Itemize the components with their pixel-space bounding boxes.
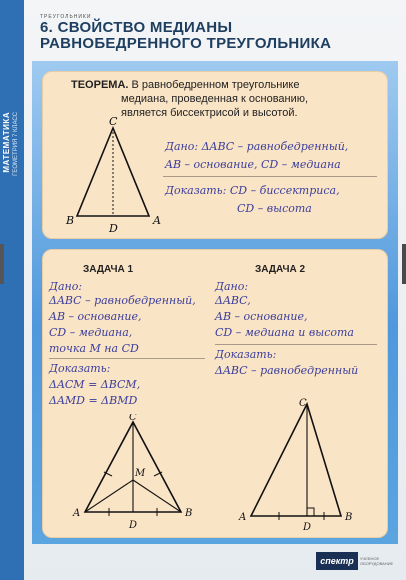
publisher-tagline: [360, 556, 393, 566]
sidebar-subject: МАТЕМАТИКА: [2, 112, 11, 173]
sidebar-text: [2, 112, 22, 212]
edge-marker-left: [0, 244, 4, 284]
task1-segment-am: [85, 480, 133, 512]
task2-divider: [215, 344, 377, 345]
theorem-prove-1: Доказать: CD – биссектриса,: [165, 184, 340, 197]
theorem-given-1: Дано: ΔABC – равнобедренный,: [165, 140, 349, 153]
theorem-label-d: D: [109, 222, 118, 235]
theorem-text: [71, 78, 308, 120]
task1-given-label: Дано:: [49, 280, 83, 293]
task2-given-2: AB – основание,: [215, 310, 308, 323]
task2-label-b: B: [345, 512, 353, 523]
task1-given-2: AB – основание,: [49, 310, 142, 323]
task2-title: ЗАДАЧА 2: [255, 264, 306, 275]
edge-marker-right: [402, 244, 406, 284]
task2-given-3: CD – медиана и высота: [215, 326, 354, 339]
theorem-divider: [163, 176, 377, 177]
sidebar-topic: ГЕОМЕТРИЯ 7 КЛАСС: [13, 112, 19, 176]
task2-triangle: [251, 404, 341, 516]
theorem-label-a: A: [153, 214, 161, 227]
task1-prove-1: ΔACM = ΔBCM,: [49, 378, 141, 391]
task2-given-1: ΔABC,: [215, 294, 251, 307]
title-line-2: РАВНОБЕДРЕННОГО ТРЕУГОЛЬНИКА: [40, 35, 332, 52]
task1-label-m: M: [135, 468, 146, 479]
task1-label-b: B: [185, 508, 193, 519]
task1-label-c: C: [129, 414, 137, 423]
task1-figure: [65, 414, 195, 534]
theorem-line-3: является биссектрисой и высотой.: [121, 107, 298, 119]
page-title: [40, 20, 331, 52]
theorem-panel: [42, 71, 388, 239]
task2-given-label: Дано:: [215, 280, 249, 293]
title-line-1: 6. СВОЙСТВО МЕДИАНЫ: [40, 19, 233, 36]
content-frame: [32, 61, 398, 544]
theorem-prove-2: CD – высота: [237, 202, 312, 215]
task2-prove-label: Доказать:: [215, 348, 277, 361]
task1-given-1: ΔABC – равнобедренный,: [49, 294, 196, 307]
publisher-tagline-1: УЧЕБНОЕ: [360, 556, 380, 561]
theorem-figure: [65, 116, 175, 236]
task1-segment-bm: [133, 480, 181, 512]
publisher-logo: спектр: [316, 552, 358, 570]
theorem-line-2: медиана, проведенная к основанию,: [121, 93, 309, 105]
task2-label-c: C: [299, 398, 307, 409]
theorem-label-b: B: [66, 214, 75, 227]
task2-label-d: D: [303, 522, 312, 533]
theorem-line-1: В равнобедренном треугольнике: [128, 79, 300, 91]
task1-given-4: точка M на CD: [49, 342, 139, 355]
task1-prove-2: ΔAMD = ΔBMD: [49, 394, 138, 407]
task1-divider: [49, 358, 205, 359]
theorem-label-c: C: [109, 116, 118, 128]
sidebar: [0, 0, 24, 580]
task1-label-a: A: [73, 508, 81, 519]
task2-right-angle: [307, 508, 314, 516]
task1-label-d: D: [129, 520, 138, 531]
publisher-tagline-2: ОБОРУДОВАНИЕ: [360, 561, 394, 566]
tasks-panel: [42, 249, 388, 538]
task2-figure: [223, 398, 373, 534]
task1-given-3: CD – медиана,: [49, 326, 133, 339]
task2-prove-1: ΔABC – равнобедренный: [215, 364, 359, 377]
task1-title: ЗАДАЧА 1: [83, 264, 134, 275]
theorem-given-2: AB – основание, CD – медиана: [165, 158, 341, 171]
section-caption: ТРЕУГОЛЬНИКИ: [40, 14, 92, 20]
task2-label-a: A: [239, 512, 247, 523]
theorem-label: ТЕОРЕМА.: [71, 79, 129, 91]
task1-prove-label: Доказать:: [49, 362, 111, 375]
